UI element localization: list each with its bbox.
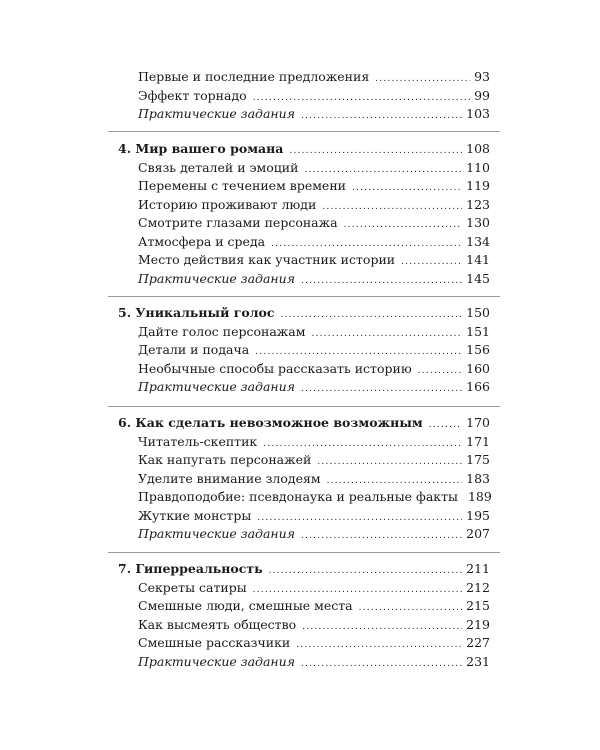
dot-leader [359,599,463,618]
toc-entry[interactable] [118,507,490,526]
toc-entry-label: Правдоподобие: псевдонаука и реальные факты [138,489,458,504]
dot-leader [375,70,470,89]
toc-entry-page: 93 [474,69,490,84]
toc-chapter-title: 5. Уникальный голос [118,305,275,320]
toc-entry-page: 227 [466,635,490,650]
toc-chapter-page: 108 [466,141,490,156]
toc-entry-label: Практические задания [138,526,295,541]
dot-leader [301,380,462,399]
toc-entry-label: Как напугать персонажей [138,452,312,467]
dot-leader [401,253,462,272]
toc-entry-page: 151 [466,323,490,339]
toc-entry-label: Первые и последние предложения [138,69,370,84]
toc-entry-label: Эффект торнадо [138,87,247,103]
toc-entry[interactable] [118,87,490,106]
dot-leader [301,272,462,291]
dot-leader [418,362,462,381]
section-divider [108,131,500,132]
toc-entry-label: Связь деталей и эмоций [138,159,299,175]
toc-entry-page: 183 [466,470,490,486]
toc-chapter-title: 6. Как сделать невозможное возможным [118,415,423,430]
toc-entry[interactable] [118,159,490,178]
toc-chapter-page: 170 [466,415,490,430]
toc-entry[interactable] [118,451,490,470]
toc-section-7 [118,560,490,671]
dot-leader [301,107,462,126]
toc-entry-label: Практические задания [138,270,295,286]
toc-entry-label: Детали и подача [138,342,250,357]
toc-entry[interactable] [118,341,490,360]
toc-chapter[interactable] [118,560,490,579]
section-divider [108,406,500,407]
dot-leader [301,527,462,546]
toc-entry-label: Жуткие монстры [138,507,252,523]
dot-leader [311,325,462,344]
toc-entry-page: 215 [466,598,490,613]
toc-entry[interactable] [118,488,490,507]
toc-entry-page: 156 [466,342,490,357]
toc-entry-page: 141 [466,252,490,267]
dot-leader [429,416,462,435]
toc-entry[interactable] [118,251,490,270]
dot-leader [289,142,462,161]
toc-entry-page: 160 [466,360,490,376]
toc-chapter[interactable] [118,304,490,323]
toc-entry-label: Атмосфера и среда [138,233,266,249]
toc-entry-page: 189 [467,489,492,504]
toc-entry-label: Секреты сатиры [138,579,247,595]
section-divider [108,296,500,297]
dot-leader [269,562,463,581]
dot-leader [344,216,463,235]
dot-leader [317,453,462,472]
toc-entry-label: Перемены с течением времени [138,178,346,193]
toc-entry[interactable] [118,68,490,87]
dot-leader [352,179,462,198]
toc-entry[interactable] [118,579,490,598]
toc-entry-label: Практические задания [138,653,295,669]
toc-entry-page: 99 [474,87,490,103]
toc-chapter-page: 211 [466,561,490,576]
toc-entry-label: Как высмеять общество [138,616,297,632]
toc-entry-label: Смешные люди, смешные места [138,598,353,613]
toc-entry-page: 123 [466,196,490,212]
toc-entry-page: 166 [466,379,490,394]
section-divider [108,552,500,553]
dot-leader [296,636,462,655]
toc-entry[interactable] [118,214,490,233]
dot-leader [302,618,462,637]
toc-section-4 [118,140,490,288]
toc-entry-page: 219 [466,616,490,632]
toc-entry[interactable] [118,433,490,452]
toc-entry-label: Дайте голос персонажам [138,323,306,339]
toc-entry-label: Уделите внимание злодеям [138,470,321,486]
toc-entry-page: 145 [466,270,490,286]
toc-chapter[interactable] [118,140,490,159]
toc-section-continued [118,68,490,124]
toc-entry-page: 195 [466,507,490,523]
toc-chapter-title: 4. Мир вашего романа [118,141,284,156]
toc-entry-page: 110 [466,159,490,175]
toc-entry-label: Практические задания [138,106,295,121]
toc-entry-page: 119 [466,178,490,193]
dot-leader [280,306,462,325]
toc-entry-page: 231 [466,653,490,669]
toc-entry-label: Смотрите глазами персонажа [138,215,338,230]
toc-entry[interactable] [118,378,490,397]
toc-entry[interactable] [118,470,490,489]
toc-entry-page: 103 [466,106,490,121]
toc-entry-label: Практические задания [138,379,295,394]
toc-entry[interactable] [118,233,490,252]
toc-entry-label: Историю проживают люди [138,196,317,212]
toc-section-5 [118,304,490,397]
toc-entry[interactable] [118,360,490,379]
toc-entry[interactable] [118,653,490,672]
toc-section-6 [118,414,490,544]
toc-entry[interactable] [118,597,490,616]
toc-entry[interactable] [118,525,490,544]
toc-entry-page: 212 [466,579,490,595]
toc-entry-label: Смешные рассказчики [138,635,291,650]
toc-entry[interactable] [118,323,490,342]
toc-chapter[interactable] [118,414,490,433]
toc-entry[interactable] [118,634,490,653]
toc-entry-label: Место действия как участник истории [138,252,396,267]
toc-entry-label: Необычные способы рассказать историю [138,360,412,376]
dot-leader [322,198,462,217]
toc-entry[interactable] [118,270,490,289]
toc-chapter-page: 150 [466,305,490,320]
toc-entry[interactable] [118,105,490,124]
toc-entry-label: Читатель-скептик [138,433,258,449]
toc-entry[interactable] [118,616,490,635]
toc-entry-page: 130 [466,215,490,230]
toc-entry[interactable] [118,177,490,196]
toc-chapter-title: 7. Гиперреальность [118,561,263,576]
toc-entry-page: 175 [466,452,490,467]
dot-leader [301,655,462,674]
toc-entry-page: 207 [466,526,490,541]
toc-entry-page: 171 [466,433,490,449]
toc-entry[interactable] [118,196,490,215]
toc-entry-page: 134 [466,233,490,249]
